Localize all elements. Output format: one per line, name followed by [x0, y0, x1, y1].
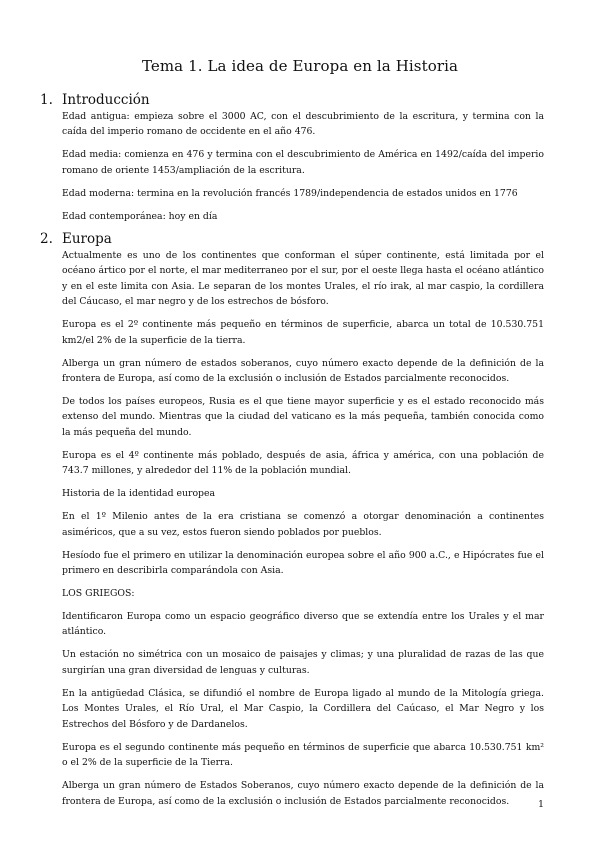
section-number: 1. [40, 92, 53, 108]
paragraph: Europa es el 2º continente más pequeño en términos de superficie, abarca un total de 10.530.751 km2/el 2% de la superficie de la tierra. [62, 319, 544, 346]
paragraph: Alberga un gran número de estados soberanos, cuyo número exacto depende de la definición de la frontera de Europa, así como de la exclusión o inclusión de Estados parcialmente reconocidos. [62, 357, 544, 385]
page-title: Tema 1. La idea de Europa en la Historia [141, 57, 459, 75]
paragraph: Edad contemporánea: hoy en día [62, 210, 218, 222]
paragraph: Historia de la identidad europea [62, 488, 216, 500]
page-number: 1 [537, 799, 544, 810]
paragraph: En el 1º Milenio antes de la era cristiana se comenzó a otorgar denominación a continentes asiméricos, que a su vez, estos fueron siendo poblados por pueblos. [62, 511, 544, 538]
paragraph: Identificaron Europa como un espacio geográfico diverso que se extendía entre los Urales y el mar atlántico. [62, 611, 544, 638]
paragraph: En la antigüedad Clásica, se difundió el nombre de Europa ligado al mundo de la Mitología griega. Los Montes Urales, el Río Ural, el Mar Caspio, la Cordillera del Caúcaso, el Mar Negro y los Estrechos del Bósforo y de Dardanelos. [62, 687, 544, 730]
section-heading-europa [40, 231, 560, 247]
paragraph: De todos los países europeos, Rusia es el que tiene mayor superficie y es el estado reconocido más extenso del mundo. Mientras que la ciudad del vaticano es la más pequeña, también conocida como la más pequeña del mundo. [62, 396, 544, 438]
paragraph: Edad moderna: termina en la revolución francés 1789/independencia de estados unidos en 1776 [62, 187, 518, 199]
section-title: Introducción [62, 92, 150, 108]
paragraph: Actualmente es uno de los continentes que conforman el súper continente, está limitada por el océano ártico por el norte, el mar mediterraneo por el sur, por el oeste llega hasta el océano atlántico y en el este limita con Asia. Le separan de los montes Urales, el río irak, al mar caspio, la cordillera del Cáucaso, el mar negro y de los estrechos de bósforo. [62, 250, 544, 308]
section-body-europa [62, 248, 544, 817]
paragraph: LOS GRIEGOS: [62, 588, 135, 600]
paragraph: Edad antigua: empieza sobre el 3000 AC, con el descubrimiento de la escritura, y termina con la caída del imperio romano de occidente en el año 476. [62, 111, 544, 138]
paragraph: Europa es el 4º continente más poblado, después de asia, áfrica y américa, con una población de 743.7 millones, y alrededor del 11% de la población mundial. [62, 449, 544, 477]
paragraph: Edad media: comienza en 476 y termina con el descubrimiento de América en 1492/caída del imperio romano de oriente 1453/ampliación de la escritura. [62, 149, 544, 176]
section-body-introduccion [62, 109, 544, 232]
paragraph: Alberga un gran número de Estados Soberanos, cuyo número exacto depende de la definición de la frontera de Europa, así como de la exclusión o inclusión de Estados parcialmente reconocidos. [62, 780, 544, 807]
paragraph: Europa es el segundo continente más pequeño en términos de superficie que abarca 10.530.751 km² o el 2% de la superficie de la Tierra. [62, 741, 544, 769]
paragraph: Un estación no simétrica con un mosaico de paisajes y climas; y una pluralidad de razas de las que surgirían una gran diversidad de lenguas y culturas. [62, 649, 544, 676]
section-heading-introduccion [40, 92, 560, 108]
section-title: Europa [62, 231, 112, 247]
paragraph: Hesíodo fue el primero en utilizar la denominación europea sobre el año 900 a.C., e Hipócrates fue el primero en describirla comparándola con Asia. [62, 549, 544, 577]
section-number: 2. [40, 231, 53, 247]
